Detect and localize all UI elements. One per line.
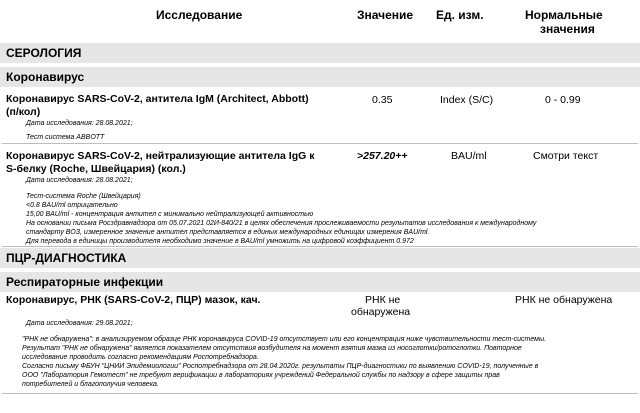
test-note-igg-5: стандарту ВОЗ, измеренное значение антител представляется в единых международных единицах измерения BAU/ml. — [26, 229, 430, 236]
test-note-igg-4: На основании письма Росздравнадзора от 05.07.2021 02И-840/21 в целях обеспечения прослеживаемости результатов исследования к международному — [26, 220, 537, 227]
test-note-rna-4: Согласно письму ФБУН "ЦНИИ Эпидемиологии" Роспотребнадзора от 28.04.2020г. результаты ПЦР-диагностики по выявлению COVID-19, полученные в — [22, 363, 539, 370]
column-header-value: Значение — [357, 8, 414, 22]
test-value-rna-line1: РНК не — [365, 294, 401, 306]
test-note-rna-3: исследование проводить согласно рекомендациям Роспотребнадзора. — [22, 354, 259, 361]
test-name-igm-line2: (п/кол) — [6, 106, 41, 118]
test-note-igg-1: Тест-система Roche (Швейцария) — [26, 193, 141, 200]
section-band-serology — [0, 43, 640, 63]
test-normal-igg: Смотри текст — [533, 150, 599, 162]
test-note-rna-5: ООО "Лаборатория Гемотест" не требуют верификации в лабораториях учреждений Федеральной службы по надзору в сфере защиты прав — [22, 372, 500, 379]
test-unit-igm: Index (S/C) — [440, 94, 494, 106]
subsection-title-coronavirus: Коронавирус — [6, 70, 85, 84]
divider — [2, 393, 638, 394]
test-value-igg: >257.20++ — [357, 150, 408, 162]
test-normal-rna: РНК не обнаружена — [515, 294, 613, 306]
test-date-igg: Дата исследования: 28.08.2021; — [26, 177, 133, 184]
test-name-igm-line1: Коронавирус SARS-CoV-2, антитела IgM (Architect, Abbott) — [6, 93, 309, 105]
section-title-serology: СЕРОЛОГИЯ — [6, 46, 82, 60]
test-name-rna: Коронавирус, РНК (SARS-CoV-2, ПЦР) мазок, кач. — [6, 294, 261, 306]
column-header-study: Исследование — [156, 8, 243, 22]
section-title-pcr: ПЦР-ДИАГНОСТИКА — [6, 251, 127, 265]
test-note-igg-3: 15,00 BAU/ml - концентрация антител с минимально нейтрализующей активностью — [26, 211, 314, 218]
test-unit-igg: BAU/ml — [451, 150, 487, 162]
subsection-band-coronavirus — [0, 67, 640, 87]
test-system-igm: Тест система ABBOTT — [26, 134, 105, 141]
test-note-rna-6: потребителей и благополучия человека. — [22, 381, 159, 388]
test-note-igg-6: Для перевода в единицы производителя необходимо значение в BAU/ml умножить на цифровой коэффициент 0.972 — [26, 238, 414, 245]
test-date-igm: Дата исследования: 28.08.2021; — [26, 120, 133, 127]
test-note-rna-2: Результат "РНК не обнаружена" является показателем отсутствия возбудителя на момент взятия мазка из носоглотки/ротоглотки. Повторное — [22, 345, 522, 352]
column-header-normal-line2: значения — [540, 22, 595, 36]
test-value-igm: 0.35 — [372, 94, 393, 106]
test-name-igg-line2: S-белку (Roche, Швейцария) (кол.) — [6, 163, 186, 175]
test-name-igg-line1: Коронавирус SARS-CoV-2, нейтрализующие антитела IgG к — [6, 150, 315, 162]
test-normal-igm: 0 - 0.99 — [545, 94, 581, 106]
test-note-igg-2: <0.8 BAU/ml отрицательно — [26, 202, 118, 209]
divider — [2, 246, 638, 247]
column-header-normal-line1: Нормальные — [525, 8, 603, 22]
divider — [2, 143, 638, 144]
column-header-unit: Ед. изм. — [436, 8, 484, 22]
test-value-rna-line2: обнаружена — [351, 306, 411, 318]
subsection-title-respiratory: Респираторные инфекции — [6, 275, 164, 289]
test-note-rna-1: "РНК не обнаружена": в анализируемом образце РНК коронавируса COVID-19 отсутствует или его концентрация ниже чувствительности тест-системы. — [22, 336, 547, 343]
test-date-rna: Дата исследования: 29.08.2021; — [26, 320, 133, 327]
